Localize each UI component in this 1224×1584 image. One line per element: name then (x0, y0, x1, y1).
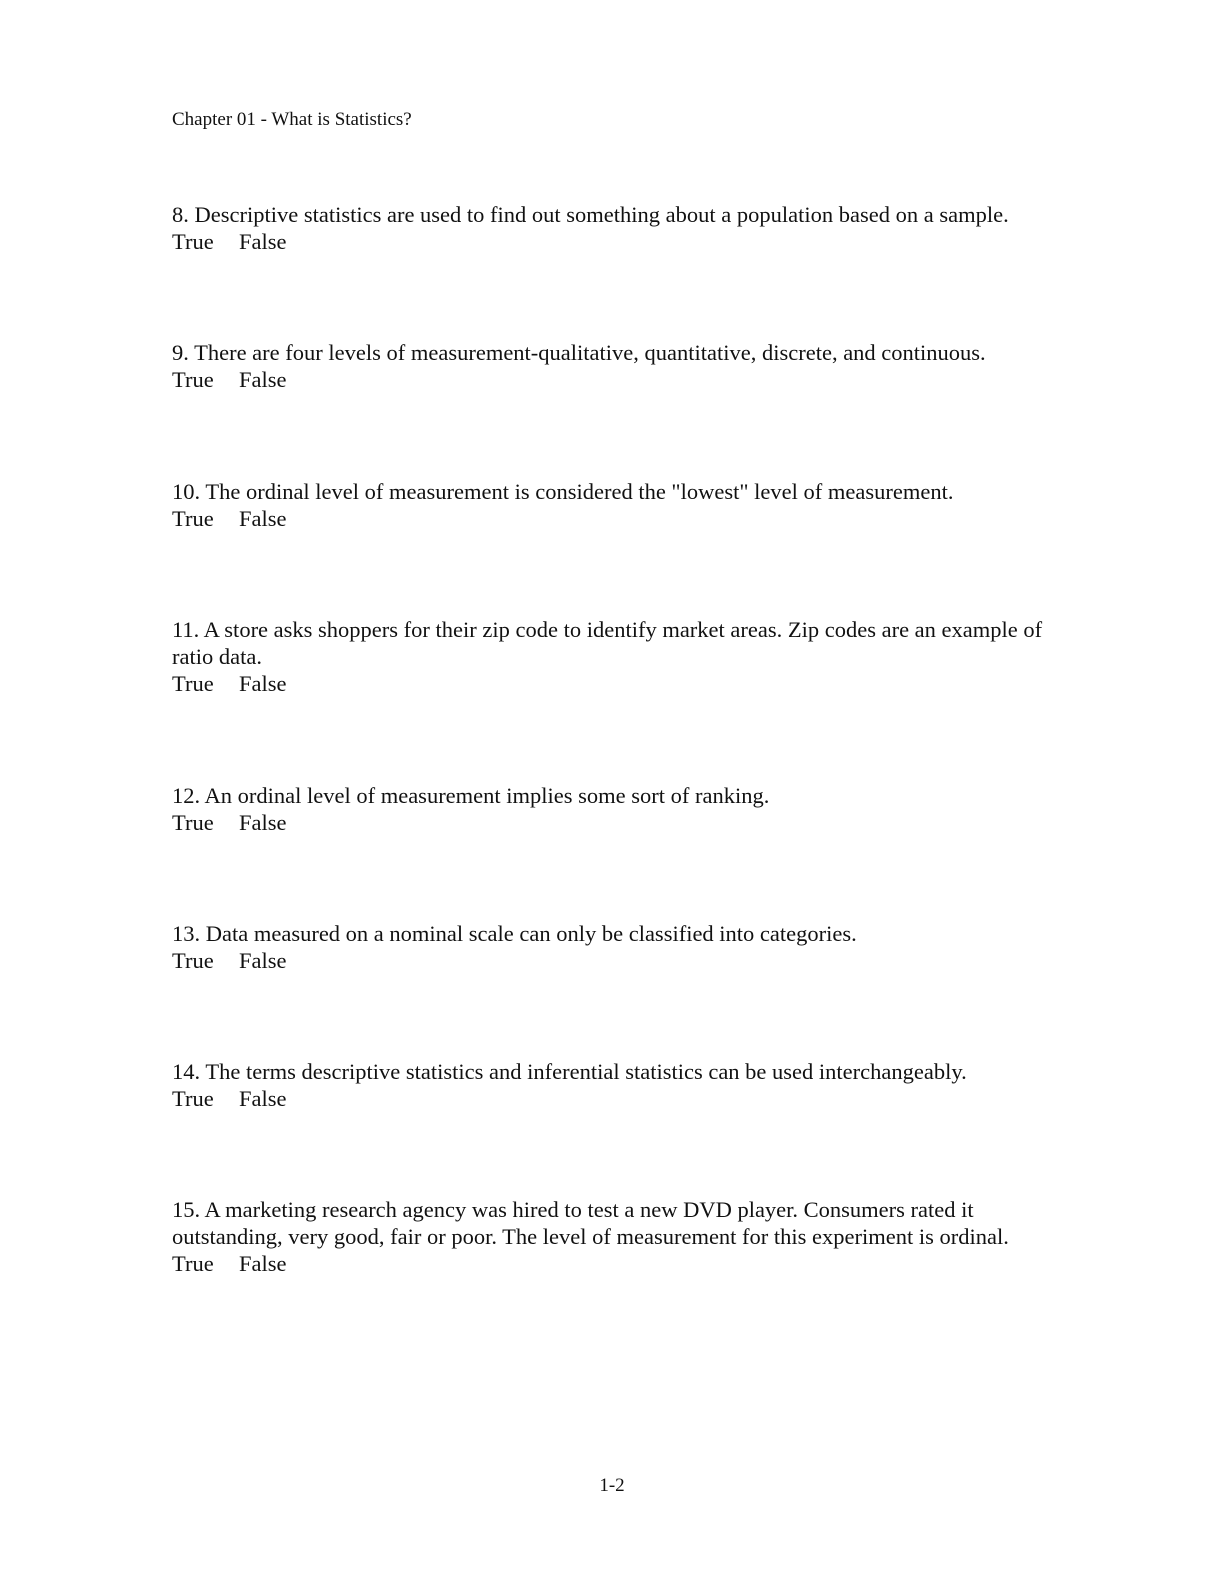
option-true[interactable]: True (172, 367, 214, 392)
option-true[interactable]: True (172, 1086, 214, 1111)
question-13 (172, 920, 1082, 974)
question-text: 12. An ordinal level of measurement implies some sort of ranking. (172, 783, 770, 808)
question-12 (172, 782, 1082, 836)
question-9 (172, 339, 1082, 393)
question-text: 10. The ordinal level of measurement is considered the "lowest" level of measurement. (172, 479, 954, 504)
option-true[interactable]: True (172, 810, 214, 835)
question-10 (172, 478, 1082, 532)
question-14 (172, 1058, 1082, 1112)
option-false[interactable]: False (239, 506, 287, 531)
question-text: 13. Data measured on a nominal scale can only be classified into categories. (172, 921, 857, 946)
option-false[interactable]: False (239, 1251, 287, 1276)
answer-options (172, 809, 1082, 836)
option-false[interactable]: False (239, 229, 287, 254)
answer-options (172, 366, 1082, 393)
answer-options (172, 1085, 1082, 1112)
option-false[interactable]: False (239, 1086, 287, 1111)
option-false[interactable]: False (239, 810, 287, 835)
option-false[interactable]: False (239, 671, 287, 696)
answer-options (172, 1250, 1082, 1277)
question-11 (172, 616, 1082, 697)
option-false[interactable]: False (239, 948, 287, 973)
option-true[interactable]: True (172, 1251, 214, 1276)
answer-options (172, 228, 1082, 255)
question-text: 9. There are four levels of measurement-qualitative, quantitative, discrete, and continuous. (172, 340, 986, 365)
question-text: 11. A store asks shoppers for their zip code to identify market areas. Zip codes are an example of ratio data. (172, 617, 1043, 669)
option-true[interactable]: True (172, 229, 214, 254)
option-true[interactable]: True (172, 948, 214, 973)
question-text: 8. Descriptive statistics are used to find out something about a population based on a sample. (172, 202, 1009, 227)
question-text: 14. The terms descriptive statistics and inferential statistics can be used interchangeably. (172, 1059, 967, 1084)
option-true[interactable]: True (172, 671, 214, 696)
answer-options (172, 505, 1082, 532)
question-text: 15. A marketing research agency was hired to test a new DVD player. Consumers rated it outstanding, very good, fair or poor. The level of measurement for this experiment is ordinal. (172, 1197, 1009, 1249)
answer-options (172, 670, 1082, 697)
page-number: 1-2 (599, 1475, 625, 1496)
option-true[interactable]: True (172, 506, 214, 531)
question-8 (172, 201, 1082, 255)
answer-options (172, 947, 1082, 974)
question-15 (172, 1196, 1082, 1277)
page-header: Chapter 01 - What is Statistics? (172, 109, 412, 130)
option-false[interactable]: False (239, 367, 287, 392)
